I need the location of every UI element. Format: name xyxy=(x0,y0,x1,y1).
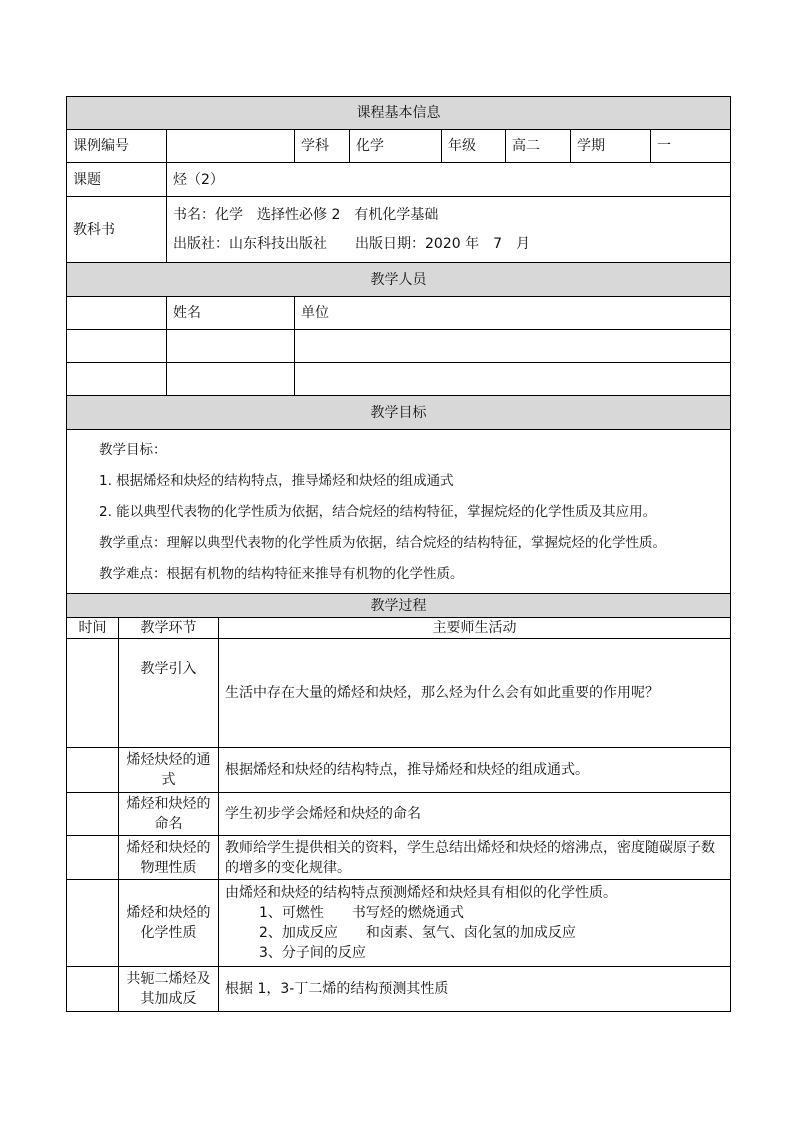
col-time-header: 时间 xyxy=(67,618,119,639)
staff-row-1-unit xyxy=(295,330,731,363)
topic-label: 课题 xyxy=(67,163,167,197)
time-cell xyxy=(67,748,119,793)
course-number-label: 课例编号 xyxy=(67,130,167,163)
staff-row-2-role xyxy=(67,363,167,396)
time-cell xyxy=(67,639,119,748)
goals-intro: 教学目标： xyxy=(99,442,167,458)
activity-cell: 根据 1，3-丁二烯的结构预测其性质 xyxy=(219,967,731,1012)
col-step-header: 教学环节 xyxy=(119,618,219,639)
subject-label: 学科 xyxy=(295,130,350,163)
step-cell: 教学引入 xyxy=(119,639,219,748)
activity-cell: 生活中存在大量的烯烃和炔烃，那么烃为什么会有如此重要的作用呢？ xyxy=(219,639,731,748)
staff-row-1-name xyxy=(167,330,295,363)
step-cell: 烯烃炔烃的通式 xyxy=(119,748,219,793)
staff-table xyxy=(66,262,731,594)
step-cell: 共轭二烯烃及其加成反 xyxy=(119,967,219,1012)
chem-props-sub-2: 2、加成反应 和卤素、氢气、卤化氢的加成反应 xyxy=(259,925,576,941)
basic-info-table xyxy=(66,96,731,263)
grade-value: 高二 xyxy=(506,130,571,163)
staff-name-label: 姓名 xyxy=(167,297,295,330)
time-cell xyxy=(67,836,119,880)
goal-key-point: 教学重点：理解以典型代表物的化学性质为依据，结合烷烃的结构特征，掌握烷烃的化学性质。 xyxy=(99,535,666,551)
step-cell: 烯烃和炔烃的命名 xyxy=(119,793,219,836)
lesson-plan-sheet xyxy=(66,96,730,1012)
time-cell xyxy=(67,967,119,1012)
activity-cell xyxy=(219,880,731,967)
term-label: 学期 xyxy=(571,130,651,163)
subject-value: 化学 xyxy=(350,130,442,163)
staff-unit-label: 单位 xyxy=(295,297,731,330)
goal-item-2: 2. 能以典型代表物的化学性质为依据，结合烷烃的结构特征，掌握烷烃的化学性质及其应用。 xyxy=(99,504,657,520)
goal-item-1: 1. 根据烯烃和炔烃的结构特点，推导烯烃和炔烃的组成通式 xyxy=(99,473,454,489)
topic-value: 烃（2） xyxy=(167,163,731,197)
textbook-line-1: 书名：化学 选择性必修 2 有机化学基础 xyxy=(173,206,439,223)
staff-blank-cell xyxy=(67,297,167,330)
process-header: 教学过程 xyxy=(67,594,731,618)
goals-header: 教学目标 xyxy=(67,396,731,430)
course-number-value xyxy=(167,130,295,163)
staff-row-1-role xyxy=(67,330,167,363)
chem-props-sub-1: 1、可燃性 书写烃的燃烧通式 xyxy=(259,905,464,921)
textbook-label: 教科书 xyxy=(67,197,167,263)
activity-cell: 根据烯烃和炔烃的结构特点，推导烯烃和炔烃的组成通式。 xyxy=(219,748,731,793)
staff-row-2-name xyxy=(167,363,295,396)
term-value: 一 xyxy=(651,130,731,163)
activity-cell: 教师给学生提供相关的资料，学生总结出烯烃和炔烃的熔沸点，密度随碳原子数的增多的变化规律。 xyxy=(219,836,731,880)
chem-props-sub-3: 3、分子间的反应 xyxy=(259,945,366,961)
activity-cell: 学生初步学会烯烃和炔烃的命名 xyxy=(219,793,731,836)
col-activity-header: 主要师生活动 xyxy=(219,618,731,639)
staff-row-2-unit xyxy=(295,363,731,396)
time-cell xyxy=(67,880,119,967)
step-cell: 烯烃和炔烃的化学性质 xyxy=(119,880,219,967)
chem-props-intro: 由烯烃和炔烃的结构特点预测烯烃和炔烃具有相似的化学性质。 xyxy=(225,885,617,901)
textbook-info xyxy=(167,197,731,263)
textbook-line-2: 出版社：山东科技出版社 出版日期：2020 年 7 月 xyxy=(173,235,530,252)
goals-content xyxy=(67,430,731,594)
process-table xyxy=(66,593,731,1012)
goal-difficulty: 教学难点：根据有机物的结构特征来推导有机物的化学性质。 xyxy=(99,566,464,582)
basic-info-header: 课程基本信息 xyxy=(67,97,731,130)
staff-header: 教学人员 xyxy=(67,263,731,297)
step-cell: 烯烃和炔烃的物理性质 xyxy=(119,836,219,880)
time-cell xyxy=(67,793,119,836)
grade-label: 年级 xyxy=(442,130,506,163)
